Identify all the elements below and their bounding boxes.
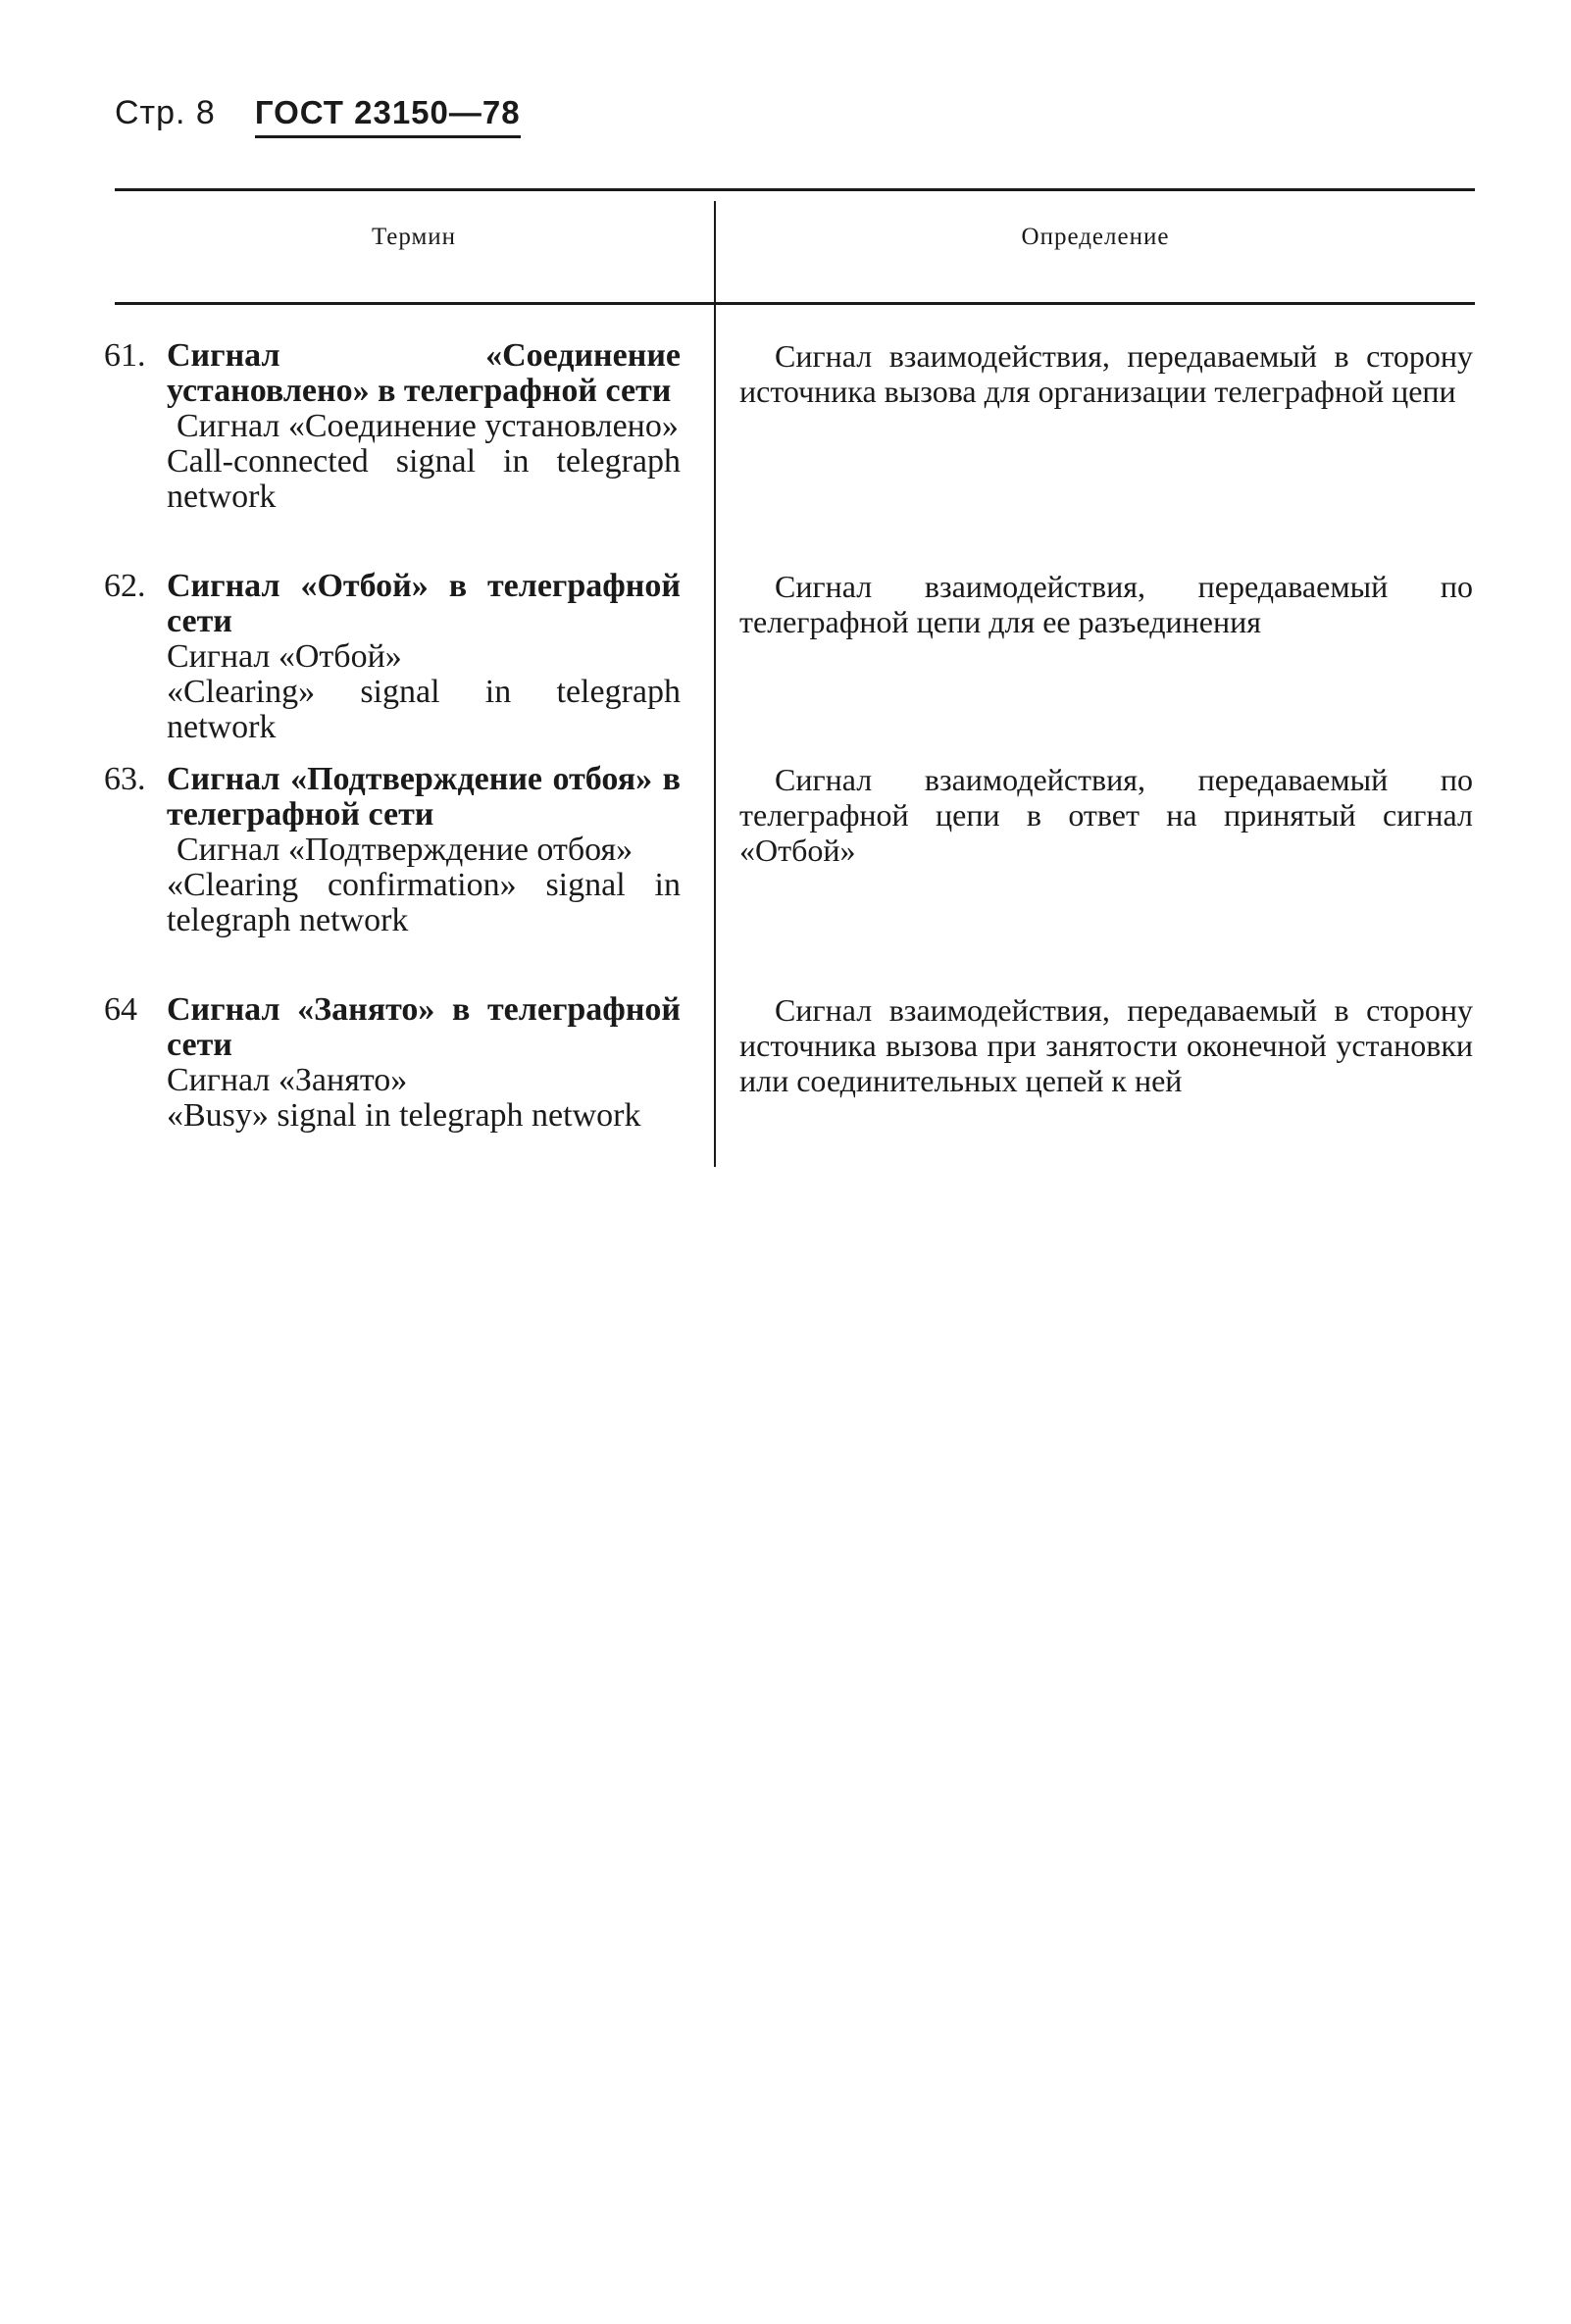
term-english: «Clearing» signal in telegraph network	[167, 674, 681, 745]
page-number: Стр. 8	[115, 94, 216, 131]
term-title: Сигнал «Подтверждение отбоя» в телеграфной сети	[167, 761, 681, 833]
column-divider	[714, 201, 716, 1167]
definition-cell: Сигнал взаимодействия, передаваемый по телеграфной цепи для ее разъединения	[739, 569, 1473, 639]
term-cell	[104, 992, 681, 1134]
term-short-form: Сигнал «Занято»	[167, 1062, 408, 1098]
term-title: Сигнал «Отбой» в телеграфной сети	[167, 568, 681, 639]
term-cell	[104, 762, 681, 938]
term-title: Сигнал «Занято» в телеграфной сети	[167, 991, 681, 1063]
term-cell	[104, 569, 681, 745]
table-top-rule	[115, 188, 1475, 191]
column-header-term: Термин	[371, 224, 457, 250]
term-number: 63.	[104, 761, 146, 797]
term-number: 61.	[104, 337, 146, 374]
term-title: Сигнал «Соединение установлено» в телеграфной сети	[167, 337, 681, 409]
definition-cell: Сигнал взаимодействия, передаваемый в сторону источника вызова при занятости оконечной установки или соединительных цепей к ней	[739, 992, 1473, 1098]
term-number: 62.	[104, 568, 146, 604]
definition-cell: Сигнал взаимодействия, передаваемый в сторону источника вызова для организации телеграфной цепи	[739, 338, 1473, 409]
page-header	[115, 94, 521, 138]
table-header-rule	[115, 302, 1475, 305]
term-short-form: Сигнал «Соединение установлено»	[177, 408, 679, 444]
term-cell	[104, 338, 681, 515]
term-number: 64	[104, 991, 137, 1028]
term-short-form: Сигнал «Отбой»	[167, 638, 402, 675]
standard-title: ГОСТ 23150—78	[255, 94, 521, 138]
term-english: «Clearing confirmation» signal in telegraph network	[167, 867, 681, 938]
definition-cell: Сигнал взаимодействия, передаваемый по телеграфной цепи в ответ на принятый сигнал «Отбой»	[739, 762, 1473, 868]
term-short-form: Сигнал «Подтверждение отбоя»	[177, 832, 633, 868]
term-english: «Busy» signal in telegraph network	[167, 1097, 641, 1134]
column-header-definition: Определение	[1021, 224, 1170, 250]
term-english: Call-connected signal in telegraph network	[167, 443, 681, 515]
